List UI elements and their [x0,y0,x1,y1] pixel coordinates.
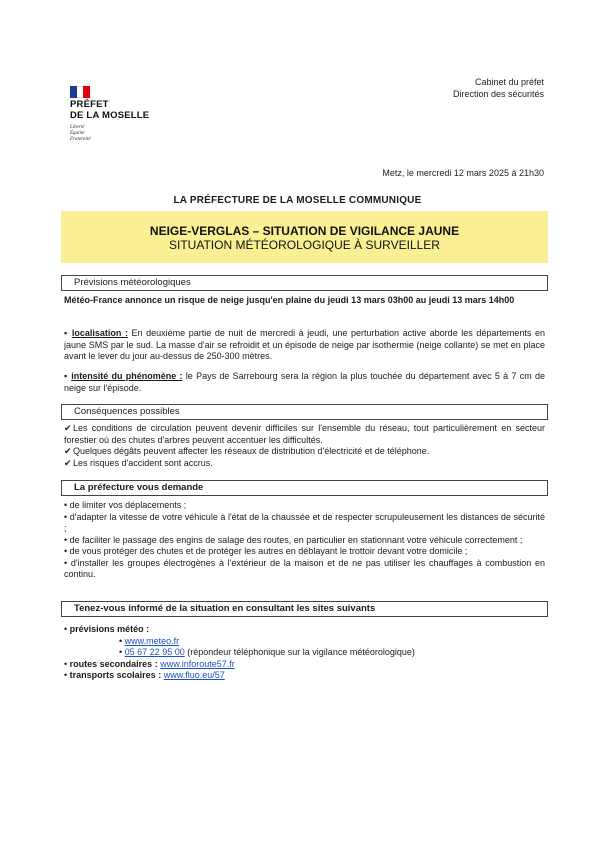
list-item: • routes secondaires : www.inforoute57.fr [64,658,235,669]
transports-link[interactable]: www.fluo.eu/57 [163,670,225,680]
info-list [64,624,545,682]
list-item: • d'adapter la vitesse de votre véhicule à l'état de la chaussée et de respecter scrupuleusement les distances de sécurité ; [64,511,545,533]
intensite-text: le Pays de Sarrebourg sera la région la plus touchée du département avec 5 à 7 cm de neige sur l'épisode. [64,371,545,393]
previsions-intro: Météo-France annonce un risque de neige jusqu'en plaine du jeudi 13 mars 03h00 au jeudi 13 mars 14h00 [64,295,515,305]
section-consequences-heading: Conséquences possibles [61,404,548,420]
list-item: • de vous protéger des chutes et de protéger les autres en déblayant le trottoir devant votre domicile ; [64,546,468,556]
meteo-link[interactable]: www.meteo.fr [124,635,180,646]
prefecture-logo [70,86,149,143]
routes-label: routes secondaires : [69,658,158,669]
list-item: • transports scolaires : www.fluo.eu/57 [64,670,225,680]
french-flag-icon [70,86,90,98]
list-item: • de limiter vos déplacements ; [64,500,187,510]
issuing-office [453,76,544,100]
meteo-phone-desc: (répondeur téléphonique sur la vigilance météorologique) [184,647,415,657]
previsions-intensite [64,371,545,394]
direction-label: Direction des sécurités [452,89,544,99]
list-item: ✔Quelques dégâts peuvent affecter les réseaux de distribution d'électricité et de téléphone. [64,446,430,456]
banner-subtitle: SITUATION MÉTÉOROLOGIQUE À SURVEILLER [169,238,440,252]
demande-list [64,500,545,581]
consequences-list [64,423,545,469]
checkmark-icon: ✔ [64,446,72,456]
list-item: ✔Les conditions de circulation peuvent devenir difficiles sur l'ensemble du réseau, tout particulièrement en secteur forestier où des chutes d'arbres peuvent accentuer les difficultés. [64,423,545,445]
banner-title: NEIGE-VERGLAS – SITUATION DE VIGILANCE JAUNE [149,224,460,238]
meteo-phone-link[interactable]: 05 67 22 95 00 [124,647,185,657]
org-name-line2: DE LA MOSELLE [70,110,150,121]
dateline: Metz, le mercredi 12 mars 2025 à 21h30 [382,168,544,178]
section-info-heading: Tenez-vous informé de la situation en consultant les sites suivants [61,601,548,617]
org-name-line1: PRÉFET [70,99,109,110]
localisation-label: localisation : [71,328,128,338]
list-item: • d'installer les groupes électrogènes à l'extérieur de la maison et de ne pas utiliser les chauffages à combustion en continu. [64,557,545,579]
localisation-text: En deuxième partie de nuit de mercredi à jeudi, une perturbation active aborde les départements en jaune SMS par le sud. La masse d'air se refroidit et un épisode de neige par isothermie (neige collante) se met en place avant le lever du jour au-dessus de 250-300 mètres. [64,328,545,361]
section-demande-heading: La préfecture vous demande [61,480,548,496]
list-item: • prévisions météo : [64,624,150,634]
bullet: ▪ [64,371,72,381]
transports-label: transports scolaires : [69,670,162,680]
section-previsions-heading: Prévisions météorologiques [61,275,548,291]
checkmark-icon: ✔ [64,457,72,468]
republic-motto: Liberté Égalité Fraternité [70,125,91,142]
communique-title: LA PRÉFECTURE DE LA MOSELLE COMMUNIQUE [173,195,422,206]
list-subitem: • www.meteo.fr [119,635,180,646]
list-item: • de faciliter le passage des engins de salage des routes, en particulier en stationnant votre véhicule correctement ; [64,534,523,545]
checkmark-icon: ✔ [64,423,72,433]
meteo-label: prévisions météo : [69,624,150,634]
list-subitem: • 05 67 22 95 00 (répondeur téléphonique sur la vigilance météorologique) [119,647,415,657]
routes-link[interactable]: www.inforoute57.fr [160,658,235,669]
intensite-label: intensité du phénomène : [71,371,183,381]
cabinet-label: Cabinet du préfet [474,77,544,87]
bullet: ▪ [64,328,72,338]
previsions-localisation [64,328,545,363]
vigilance-banner [61,211,548,263]
list-item: ✔Les risques d'accident sont accrus. [64,457,213,468]
